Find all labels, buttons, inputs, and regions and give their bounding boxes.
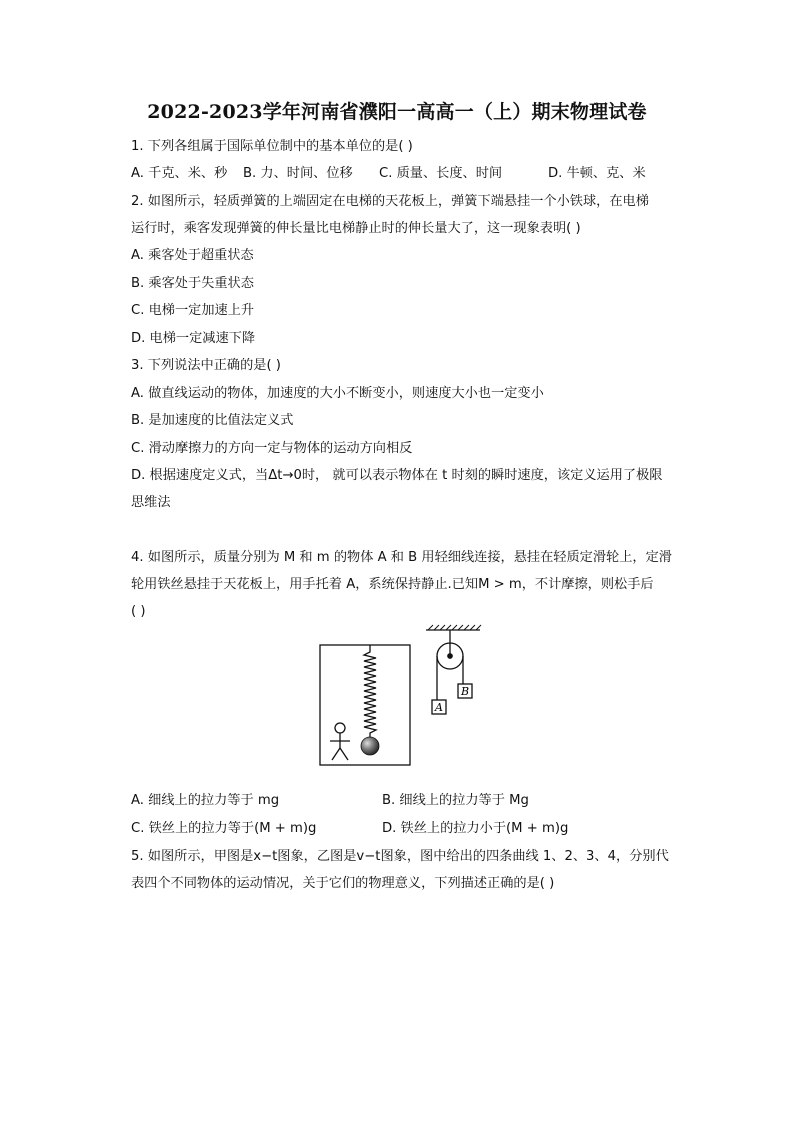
q4-option-a: A. 细线上的拉力等于 mg [131, 793, 280, 808]
q4-figures [310, 622, 490, 772]
q2-option-b: B. 乘客处于失重状态 [131, 276, 254, 291]
question-5-stem-line2: 表四个不同物体的运动情况，关于它们的物理意义，下列描述正确的是( ) [131, 876, 555, 891]
q2-option-a: A. 乘客处于超重状态 [131, 248, 254, 263]
q3-option-a: A. 做直线运动的物体，加速度的大小不断变小，则速度大小也一定变小 [131, 386, 544, 401]
question-4-stem-line1: 4. 如图所示，质量分别为 M 和 m 的物体 A 和 B 用轻细线连接，悬挂在轻质定滑轮上，定滑 [131, 550, 672, 565]
q1-option-c: C. 质量、长度、时间 [379, 166, 503, 181]
pulley-axle [448, 654, 452, 658]
block-a-label: A [435, 701, 443, 714]
q1-option-b: B. 力、时间、位移 [243, 166, 353, 181]
iron-ball [361, 737, 379, 755]
question-2-stem-line2: 运行时，乘客发现弹簧的伸长量比电梯静止时的伸长量大了，这一现象表明( ) [131, 221, 581, 236]
spring-coil [364, 645, 376, 738]
question-2-stem-line1: 2. 如图所示，轻质弹簧的上端固定在电梯的天花板上，弹簧下端悬挂一个小铁球，在电梯 [131, 194, 649, 209]
question-5-stem-line1: 5. 如图所示，甲图是x−t图象，乙图是v−t图象，图中给出的四条曲线 1、2、3、4，分别代 [131, 849, 669, 864]
question-4-stem-line2: 轮用铁丝悬挂于天花板上，用手托着 A，系统保持静止.已知M > m，不计摩擦，则松手后 [131, 577, 654, 592]
block-b-label: B [460, 685, 470, 698]
question-4-stem-line3: ( ) [131, 604, 146, 619]
q1-option-d: D. 牛顿、克、米 [548, 166, 646, 181]
q4-option-d: D. 铁丝上的拉力小于(M + m)g [382, 821, 569, 836]
q2-option-d: D. 电梯一定减速下降 [131, 331, 256, 346]
q3-option-c: C. 滑动摩擦力的方向一定与物体的运动方向相反 [131, 441, 413, 456]
question-1-stem: 1. 下列各组属于国际单位制中的基本单位的是( ) [131, 139, 413, 154]
q3-option-b: B. 是加速度的比值法定义式 [131, 413, 294, 428]
q4-option-b: B. 细线上的拉力等于 Mg [382, 793, 529, 808]
page-title: 2022-2023学年河南省濮阳一高高一（上）期末物理试卷 [147, 101, 647, 123]
q3-option-d: D. 根据速度定义式，当Δt→0时， 就可以表示物体在 t 时刻的瞬时速度，该定义运用了极限 [131, 468, 663, 483]
q1-option-a: A. 千克、米、秒 [131, 166, 228, 181]
ceiling-hatch [428, 625, 481, 630]
question-3-stem: 3. 下列说法中正确的是( ) [131, 358, 281, 373]
q2-option-c: C. 电梯一定加速上升 [131, 303, 255, 318]
passenger-stick-figure [330, 723, 350, 760]
q3-option-d-continued: 思维法 [131, 495, 171, 510]
q4-option-c: C. 铁丝上的拉力等于(M + m)g [131, 821, 317, 836]
